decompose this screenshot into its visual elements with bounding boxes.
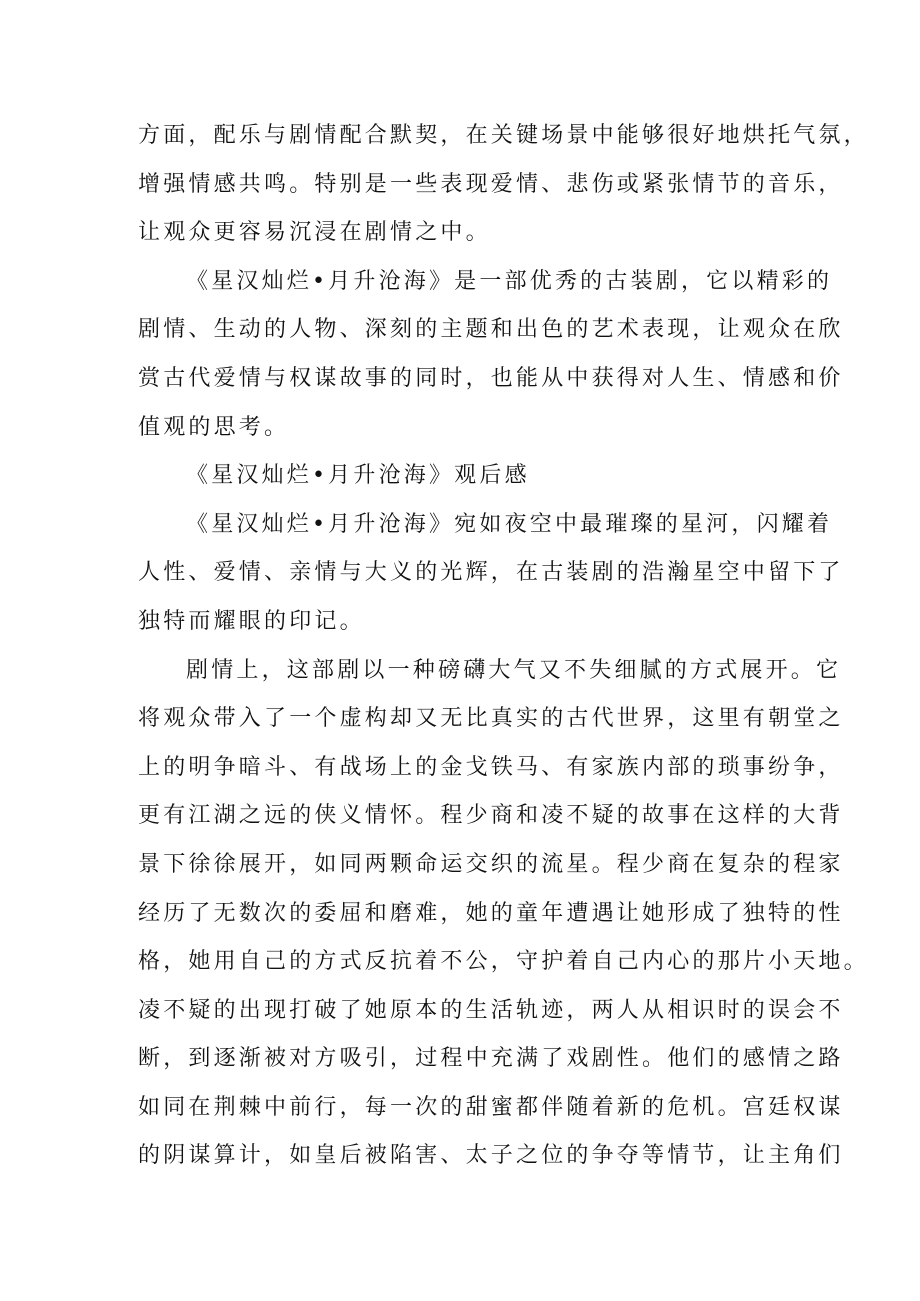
text-line: 凌不疑的出现打破了她原本的生活轨迹，两人从相识时的误会不 [138, 997, 844, 1023]
text-line: 剧情上，这部剧以一种磅礴大气又不失细腻的方式展开。它 [186, 657, 842, 683]
text-line: 剧情、生动的人物、深刻的主题和出色的艺术表现，让观众在欣 [138, 317, 844, 343]
section-heading [138, 452, 808, 501]
text-line: 景下徐徐展开，如同两颗命运交织的流星。程少商在复杂的程家 [138, 851, 844, 877]
text-line: 断，到逐渐被对方吸引，过程中充满了戏剧性。他们的感情之路 [138, 1046, 844, 1072]
paragraph-plot [138, 647, 869, 1182]
text-line: 如同在荆棘中前行，每一次的甜蜜都伴随着新的危机。宫廷权谋 [138, 1094, 844, 1120]
text-line: 《星汉灿烂•月升沧海》宛如夜空中最璀璨的星河，闪耀着 [186, 511, 833, 537]
paragraph-conclusion [138, 258, 844, 452]
text-line: 人性、爱情、亲情与大义的光辉，在古装剧的浩瀚星空中留下了 [138, 560, 844, 586]
text-line: 格，她用自己的方式反抗着不公，守护着自己内心的那片小天地。 [138, 949, 869, 975]
heading-line: 《星汉灿烂•月升沧海》观后感 [186, 463, 530, 489]
text-line: 值观的思考。 [138, 414, 290, 440]
paragraph-intro [138, 501, 844, 647]
text-line: 更有江湖之远的侠义情怀。程少商和凌不疑的故事在这样的大背 [138, 803, 844, 829]
text-line: 独特而耀眼的印记。 [138, 608, 365, 634]
text-line: 赏古代爱情与权谋故事的同时，也能从中获得对人生、情感和价 [138, 365, 844, 391]
paragraph-music [138, 112, 869, 258]
text-line: 经历了无数次的委屈和磨难，她的童年遭遇让她形成了独特的性 [138, 900, 844, 926]
text-line: 上的明争暗斗、有战场上的金戈铁马、有家族内部的琐事纷争， [138, 754, 844, 780]
text-line: 让观众更容易沉浸在剧情之中。 [138, 220, 491, 246]
text-line: 方面，配乐与剧情配合默契，在关键场景中能够很好地烘托气氛， [138, 123, 869, 148]
text-line: 增强情感共鸣。特别是一些表现爱情、悲伤或紧张情节的音乐， [138, 171, 844, 197]
document-body [138, 112, 869, 1181]
text-line: 的阴谋算计，如皇后被陷害、太子之位的争夺等情节，让主角们 [138, 1143, 844, 1169]
text-line: 将观众带入了一个虚构却又无比真实的古代世界，这里有朝堂之 [138, 706, 844, 732]
text-line: 《星汉灿烂•月升沧海》是一部优秀的古装剧，它以精彩的 [186, 268, 833, 294]
